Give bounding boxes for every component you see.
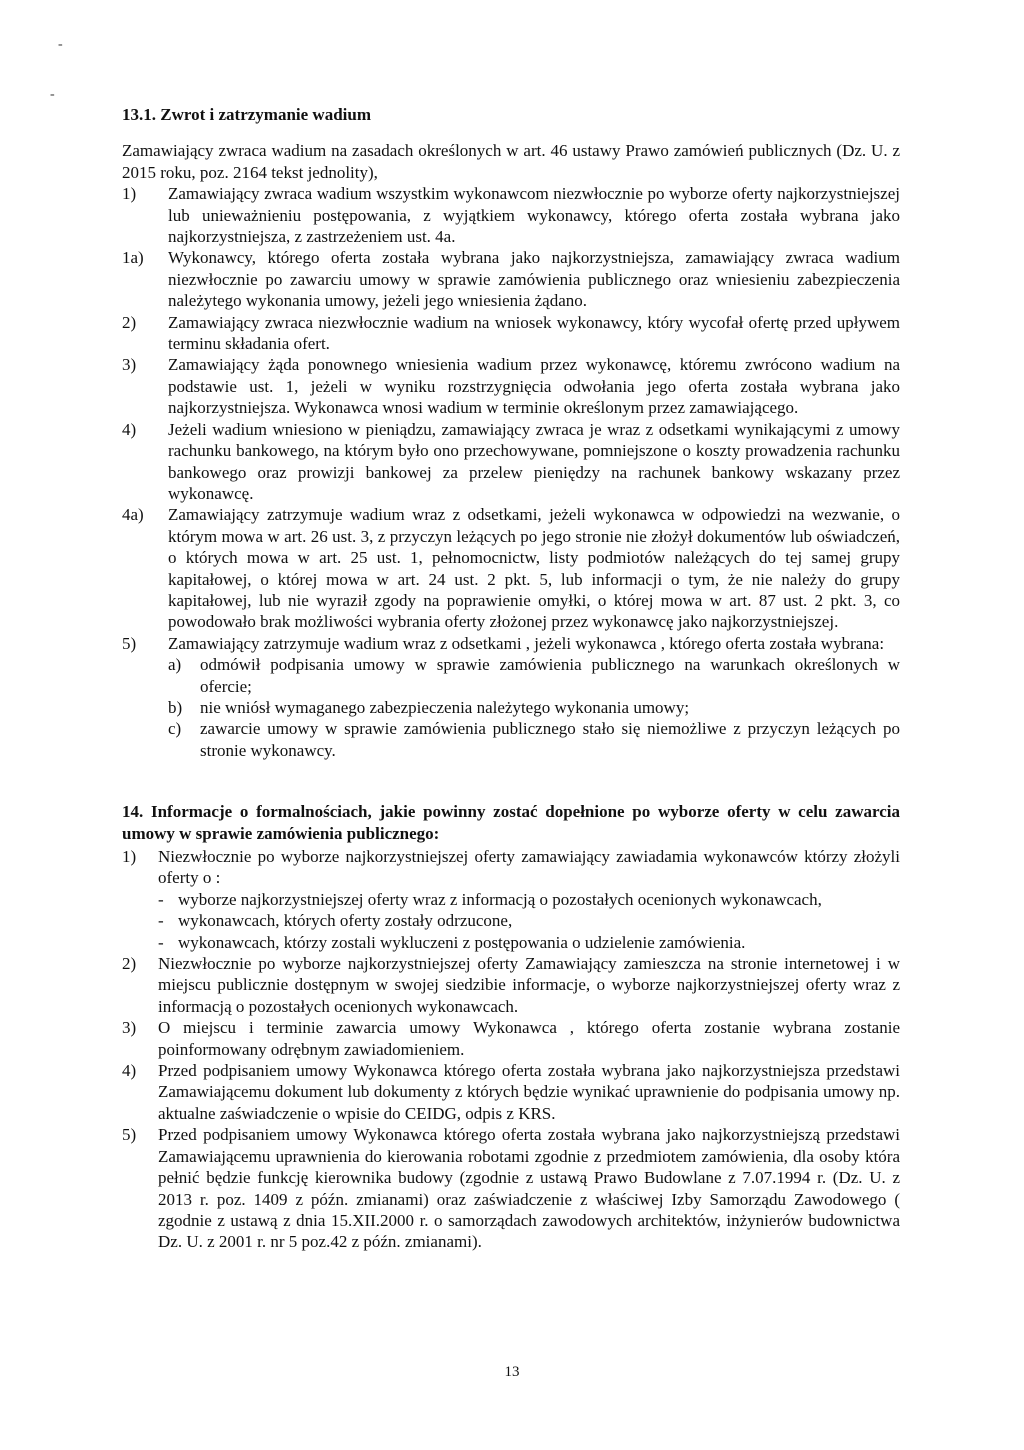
dash-bullet: - bbox=[158, 889, 164, 909]
list-item bbox=[122, 419, 900, 505]
sub-item-letter: c) bbox=[168, 719, 182, 739]
sub-list-item bbox=[168, 718, 900, 761]
item-number: 2) bbox=[122, 954, 137, 974]
dash-list-item bbox=[158, 889, 900, 910]
scan-mark: - bbox=[58, 37, 63, 52]
item-number: 4) bbox=[122, 1061, 137, 1081]
sub-list-item bbox=[168, 654, 900, 697]
dash-list-item bbox=[158, 910, 900, 931]
list-item bbox=[122, 183, 900, 247]
section-14-list bbox=[122, 846, 900, 1253]
item-number: 5) bbox=[122, 1125, 137, 1145]
document-page bbox=[122, 104, 900, 1253]
list-item bbox=[122, 1060, 900, 1124]
item-text: Wykonawcy, którego oferta została wybrana jako najkorzystniejsza, zamawiający zwraca wadium niezwłocznie po zawarciu umowy w sprawie zamówienia publicznego oraz wniesieniu zabezpieczenia należytego wykonania umowy, jeżeli jego wniesienia żądano. bbox=[168, 248, 900, 311]
item-number: 4a) bbox=[122, 505, 144, 525]
page-number: 13 bbox=[504, 1364, 520, 1380]
list-item bbox=[122, 1017, 900, 1060]
item-number: 3) bbox=[122, 355, 137, 375]
item-text: Zamawiający zatrzymuje wadium wraz z odsetkami, jeżeli wykonawca w odpowiedzi na wezwanie, o którym mowa w art. 26 ust. 3, z przyczyn leżących po jego stronie nie złożył dokumentów lub oświadczeń, o których mowa w art. 25 ust. 1, pełnomocnictw, listy podmiotów należących do tej samej grupy kapitałowej, o której mowa w art. 24 ust. 2 pkt. 5, lub informacji o tym, że nie należy do grupy kapitałowej, lub nie wyraził zgody na poprawienie omyłki, o której mowa w art. 87 ust. 2 pkt. 3, co powodowało brak możliwości wybrania oferty złożonej przez wykonawcę jako najkorzystniejszej. bbox=[168, 505, 900, 632]
list-item bbox=[122, 633, 900, 654]
item-number: 1) bbox=[122, 184, 137, 204]
item-text: O miejscu i terminie zawarcia umowy Wykonawca , którego oferta zostanie wybrana zostanie poinformowany odrębnym zawiadomieniem. bbox=[158, 1018, 900, 1059]
item-number: 2) bbox=[122, 312, 137, 332]
dash-item-text: wykonawcach, którzy zostali wykluczeni z postępowania o udzielenie zamówienia. bbox=[178, 932, 746, 952]
sub-item-letter: a) bbox=[168, 655, 182, 675]
item-text: Zamawiający zatrzymuje wadium wraz z odsetkami , jeżeli wykonawca , którego oferta została wybrana: bbox=[168, 633, 885, 653]
item-text: Zamawiający zwraca wadium wszystkim wykonawcom niezwłocznie po wyborze oferty najkorzystniejszej lub unieważnieniu postępowania, z wyjątkiem wykonawcy, którego oferta została wybrana jako najkorzystniejsza, z zastrzeżeniem ust. 4a. bbox=[168, 184, 900, 247]
item-text: Niezwłocznie po wyborze najkorzystniejszej oferty Zamawiający zamieszcza na stronie internetowej i w miejscu publicznie dostępnym w swojej siedzibie informacje, o wyborze najkorzystniejszej oferty wraz z informacją o pozostałych ocenionych wykonawcach. bbox=[158, 954, 900, 1016]
dash-item-text: wyborze najkorzystniejszej oferty wraz z informacją o pozostałych ocenionych wykonawcach, bbox=[178, 889, 822, 909]
item-number: 3) bbox=[122, 1018, 137, 1038]
section-heading-13-1: 13.1. Zwrot i zatrzymanie wadium bbox=[122, 105, 371, 124]
list-item bbox=[122, 504, 900, 632]
sub-item-letter: b) bbox=[168, 697, 183, 717]
item-text: Jeżeli wadium wniesiono w pieniądzu, zamawiający zwraca je wraz z odsetkami wynikającymi z umowy rachunku bankowego, na którym było ono przechowywane, pomniejszone o koszty prowadzenia rachunku bankowego oraz prowizji bankowej za przelew pieniędzy na rachunek bankowy wskazany przez wykonawcę. bbox=[168, 419, 900, 503]
item-text: Przed podpisaniem umowy Wykonawca którego oferta została wybrana jako najkorzystniejsza przedstawi Zamawiającemu dokument lub dokumenty z których będzie wynikać uprawnienie do podpisania umowy np. aktualne zaświadczenie o wpisie do CEIDG, odpis z KRS. bbox=[158, 1061, 900, 1123]
item-number: 4) bbox=[122, 419, 137, 439]
list-item bbox=[122, 312, 900, 355]
dash-bullet: - bbox=[158, 932, 164, 952]
list-item bbox=[122, 846, 900, 889]
sub-item-text: zawarcie umowy w sprawie zamówienia publicznego stało się niemożliwe z przyczyn leżących po stronie wykonawcy. bbox=[200, 719, 900, 760]
scan-mark: - bbox=[50, 87, 55, 102]
item-text: Niezwłocznie po wyborze najkorzystniejszej oferty zamawiający zawiadamia wykonawców którzy złożyli oferty o : bbox=[158, 847, 900, 888]
item-number: 5) bbox=[122, 633, 137, 653]
item-text: Przed podpisaniem umowy Wykonawca którego oferta została wybrana jako najkorzystniejszą przedstawi Zamawiającemu uprawnienia do kierowania robotami zgodnie z przedmiotem zamówienia, dla osoby która pełnić będzie funkcję kierownika budowy (zgodnie z ustawą Prawo Budowlane z 7.07.1994 r. (Dz. U. z 2013 r. poz. 1409 z późn. zmianami) oraz zaświadczenie z właściwej Izby Samorządu Zawodowego ( zgodnie z ustawą z dnia 15.XII.2000 r. o samorządach zawodowych architektów, inżynierów budownictwa Dz. U. z 2001 r. nr 5 poz.42 z późn. zmianami). bbox=[158, 1125, 900, 1252]
sub-item-text: nie wniósł wymaganego zabezpieczenia należytego wykonania umowy; bbox=[200, 697, 690, 717]
item-text: Zamawiający zwraca niezwłocznie wadium na wniosek wykonawcy, który wycofał ofertę przed upływem terminu składania ofert. bbox=[168, 312, 900, 354]
section-heading-14: 14. Informacje o formalnościach, jakie powinny zostać dopełnione po wyborze oferty w celu zawarcia umowy w sprawie zamówienia publicznego: bbox=[122, 802, 900, 843]
list-item bbox=[122, 247, 900, 311]
sub-item-text: odmówił podpisania umowy w sprawie zamówienia publicznego na warunkach określonych w ofercie; bbox=[200, 655, 900, 696]
list-item bbox=[122, 354, 900, 418]
item-text: Zamawiający żąda ponownego wniesienia wadium przez wykonawcę, któremu zwrócono wadium na podstawie ust. 1, jeżeli w wyniku rozstrzygnięcia odwołania jego oferta została wybrana jako najkorzystniejsza. Wykonawca wnosi wadium w terminie określonym przez zamawiającego. bbox=[168, 355, 900, 418]
dash-bullet: - bbox=[158, 911, 164, 931]
item-number: 1a) bbox=[122, 248, 144, 268]
intro-paragraph: Zamawiający zwraca wadium na zasadach określonych w art. 46 ustawy Prawo zamówień publicznych (Dz. U. z 2015 roku, poz. 2164 tekst jednolity), bbox=[122, 141, 900, 182]
dash-item-text: wykonawcach, których oferty zostały odrzucone, bbox=[178, 911, 513, 931]
list-item bbox=[122, 953, 900, 1017]
list-item bbox=[122, 1124, 900, 1252]
item-number: 1) bbox=[122, 847, 137, 866]
dash-list-item bbox=[158, 932, 900, 953]
sub-list-item bbox=[168, 697, 900, 718]
